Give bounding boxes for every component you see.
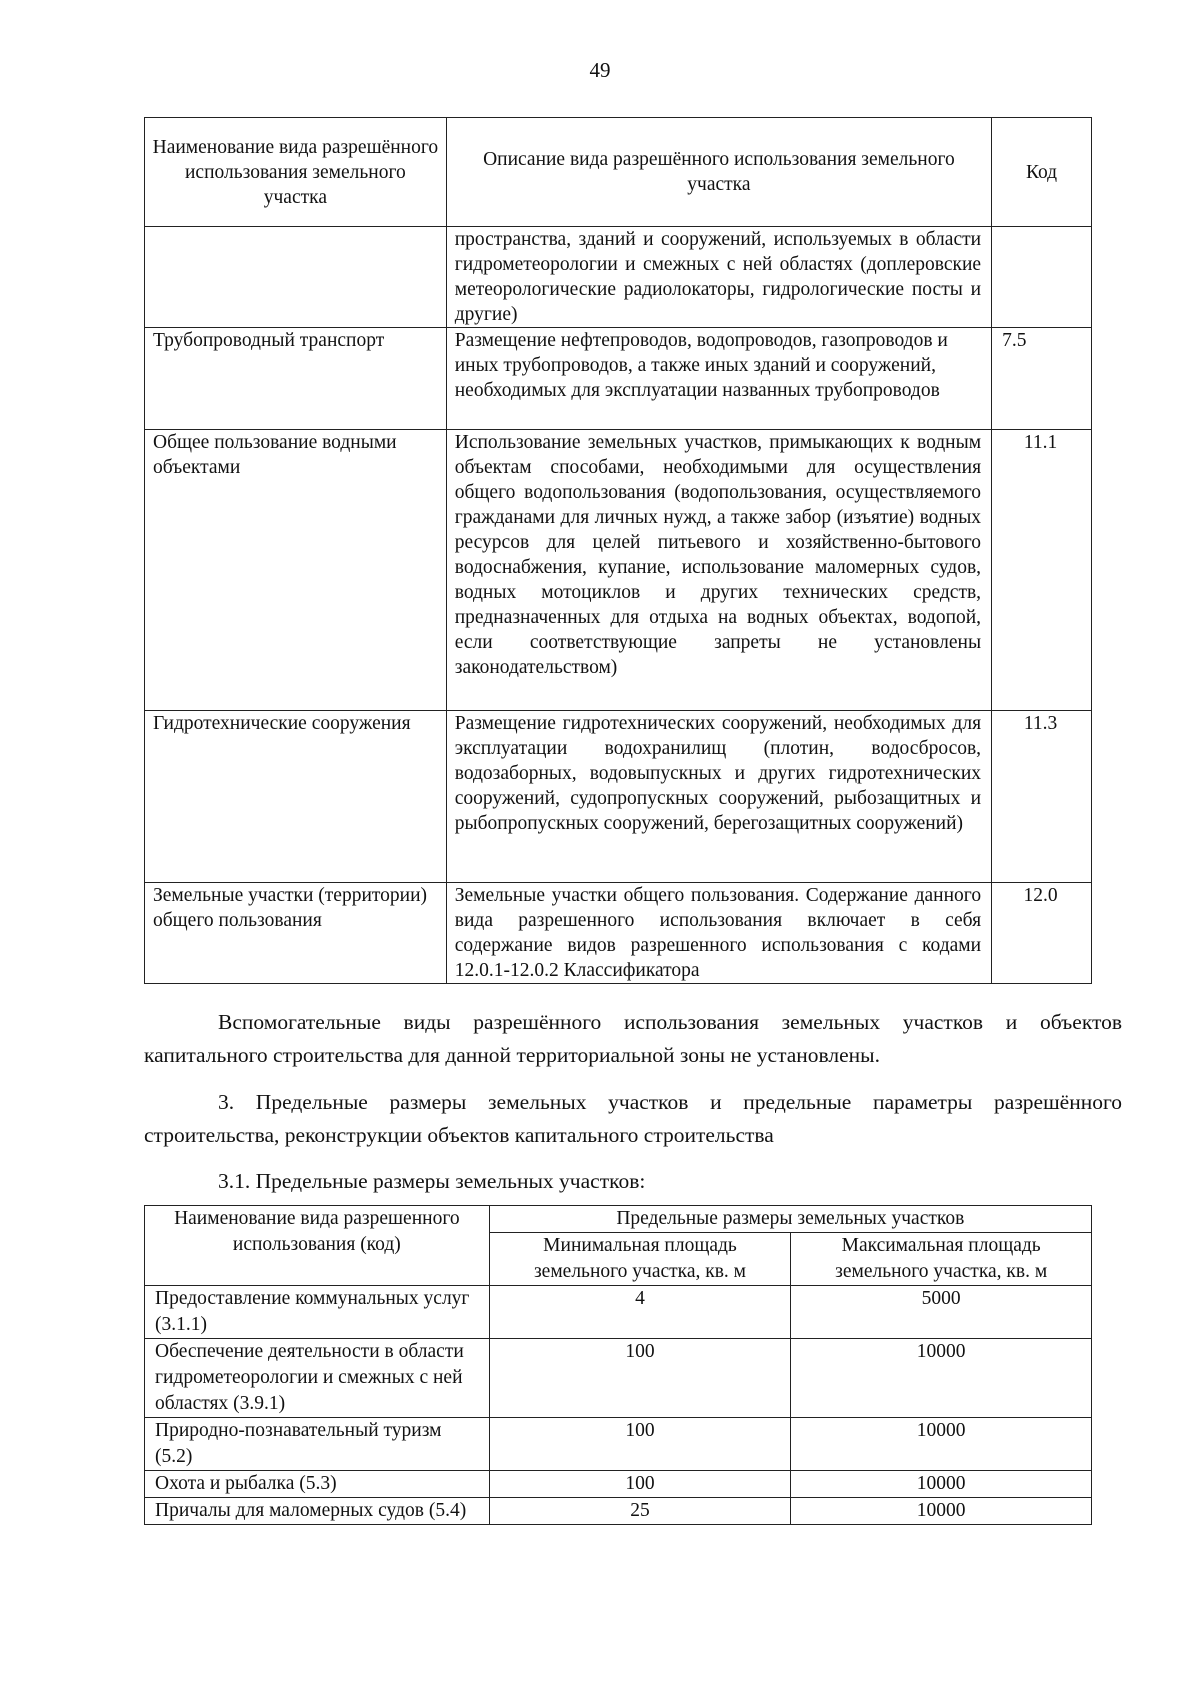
use-description-cell: пространства, зданий и сооружений, используемых в области гидрометеорологии и смежных с ней областях (доплеровские метеорологические радиолокаторы, гидрологические посты и другие) bbox=[446, 227, 991, 328]
max-area-cell: 10000 bbox=[791, 1339, 1092, 1418]
min-area-cell: 100 bbox=[489, 1339, 791, 1418]
use-description-cell: Размещение нефтепроводов, водопроводов, газопроводов и иных трубопроводов, а также иных зданий и сооружений, необходимых для эксплуатации названных трубопроводов bbox=[446, 328, 991, 430]
header-size-limits: Предельные размеры земельных участков bbox=[489, 1206, 1091, 1233]
header-max-area: Максимальная площадь земельного участка, кв. м bbox=[791, 1233, 1092, 1286]
use-code-cell: 11.1 bbox=[992, 430, 1092, 711]
max-area-cell: 5000 bbox=[791, 1286, 1092, 1339]
table-header-row bbox=[145, 1206, 1092, 1233]
use-name-cell: Трубопроводный транспорт bbox=[145, 328, 447, 430]
table-row bbox=[145, 328, 1092, 430]
use-code-cell: 11.3 bbox=[992, 711, 1092, 883]
table-row bbox=[145, 883, 1092, 984]
header-min-area: Минимальная площадь земельного участка, кв. м bbox=[489, 1233, 791, 1286]
section-3-heading: 3. Предельные размеры земельных участков и предельные параметры разрешённого строительства, реконструкции объектов капитального строительства bbox=[144, 1090, 1122, 1147]
use-description-cell: Использование земельных участков, примыкающих к водным объектам способами, необходимыми для осуществления общего водопользования (водопользования, осуществляемого гражданами для личных нужд, а также забор (изъятие) водных ресурсов для целей питьевого и хозяйственно-бытового водоснабжения, купание, использование маломерных судов, водных мотоциклов и других технических средств, предназначенных для отдыха на водных объектах, водопой, если соответствующие запреты не установлены законодательством) bbox=[446, 430, 991, 711]
table-header-row bbox=[145, 118, 1092, 227]
table-row bbox=[145, 1418, 1092, 1471]
max-area-cell: 10000 bbox=[791, 1418, 1092, 1471]
use-name-cell: Охота и рыбалка (5.3) bbox=[145, 1471, 490, 1498]
section-3-1-heading: 3.1. Предельные размеры земельных участков: bbox=[218, 1169, 646, 1193]
header-use-description: Описание вида разрешённого использования земельного участка bbox=[446, 118, 991, 227]
use-code-cell: 12.0 bbox=[992, 883, 1092, 984]
table-row bbox=[145, 1339, 1092, 1418]
use-name-cell: Общее пользование водными объектами bbox=[145, 430, 447, 711]
use-name-cell bbox=[145, 227, 447, 328]
use-name-cell: Причалы для маломерных судов (5.4) bbox=[145, 1498, 490, 1525]
use-description-cell: Земельные участки общего пользования. Содержание данного вида разрешенного использования включает в себя содержание видов разрешенного использования с кодами 12.0.1-12.0.2 Классификатора bbox=[446, 883, 991, 984]
use-name-cell: Гидротехнические сооружения bbox=[145, 711, 447, 883]
header-use-name: Наименование вида разрешенного использования (код) bbox=[145, 1206, 490, 1286]
header-code: Код bbox=[992, 118, 1092, 227]
use-name-cell: Предоставление коммунальных услуг (3.1.1) bbox=[145, 1286, 490, 1339]
table-row bbox=[145, 1471, 1092, 1498]
plot-size-limits-table bbox=[144, 1205, 1092, 1525]
use-name-cell: Природно-познавательный туризм (5.2) bbox=[145, 1418, 490, 1471]
table-row bbox=[145, 227, 1092, 328]
min-area-cell: 4 bbox=[489, 1286, 791, 1339]
use-code-cell: 7.5 bbox=[992, 328, 1092, 430]
table-row bbox=[145, 430, 1092, 711]
use-name-cell: Обеспечение деятельности в области гидрометеорологии и смежных с ней областях (3.9.1) bbox=[145, 1339, 490, 1418]
use-code-cell bbox=[992, 227, 1092, 328]
max-area-cell: 10000 bbox=[791, 1471, 1092, 1498]
use-description-cell: Размещение гидротехнических сооружений, необходимых для эксплуатации водохранилищ (плотин, водосбросов, водозаборных, водовыпускных и других гидротехнических сооружений, судопропускных сооружений, рыбозащитных и рыбопропускных сооружений, берегозащитных сооружений) bbox=[446, 711, 991, 883]
min-area-cell: 100 bbox=[489, 1471, 791, 1498]
page-number: 49 bbox=[589, 58, 611, 82]
max-area-cell: 10000 bbox=[791, 1498, 1092, 1525]
min-area-cell: 25 bbox=[489, 1498, 791, 1525]
table-row bbox=[145, 1498, 1092, 1525]
table-row bbox=[145, 711, 1092, 883]
auxiliary-uses-paragraph: Вспомогательные виды разрешённого использования земельных участков и объектов капитального строительства для данной территориальной зоны не установлены. bbox=[144, 1010, 1122, 1067]
use-name-cell: Земельные участки (территории) общего пользования bbox=[145, 883, 447, 984]
header-use-name: Наименование вида разрешённого использования земельного участка bbox=[145, 118, 447, 227]
min-area-cell: 100 bbox=[489, 1418, 791, 1471]
table-row bbox=[145, 1286, 1092, 1339]
permitted-use-table bbox=[144, 117, 1092, 984]
